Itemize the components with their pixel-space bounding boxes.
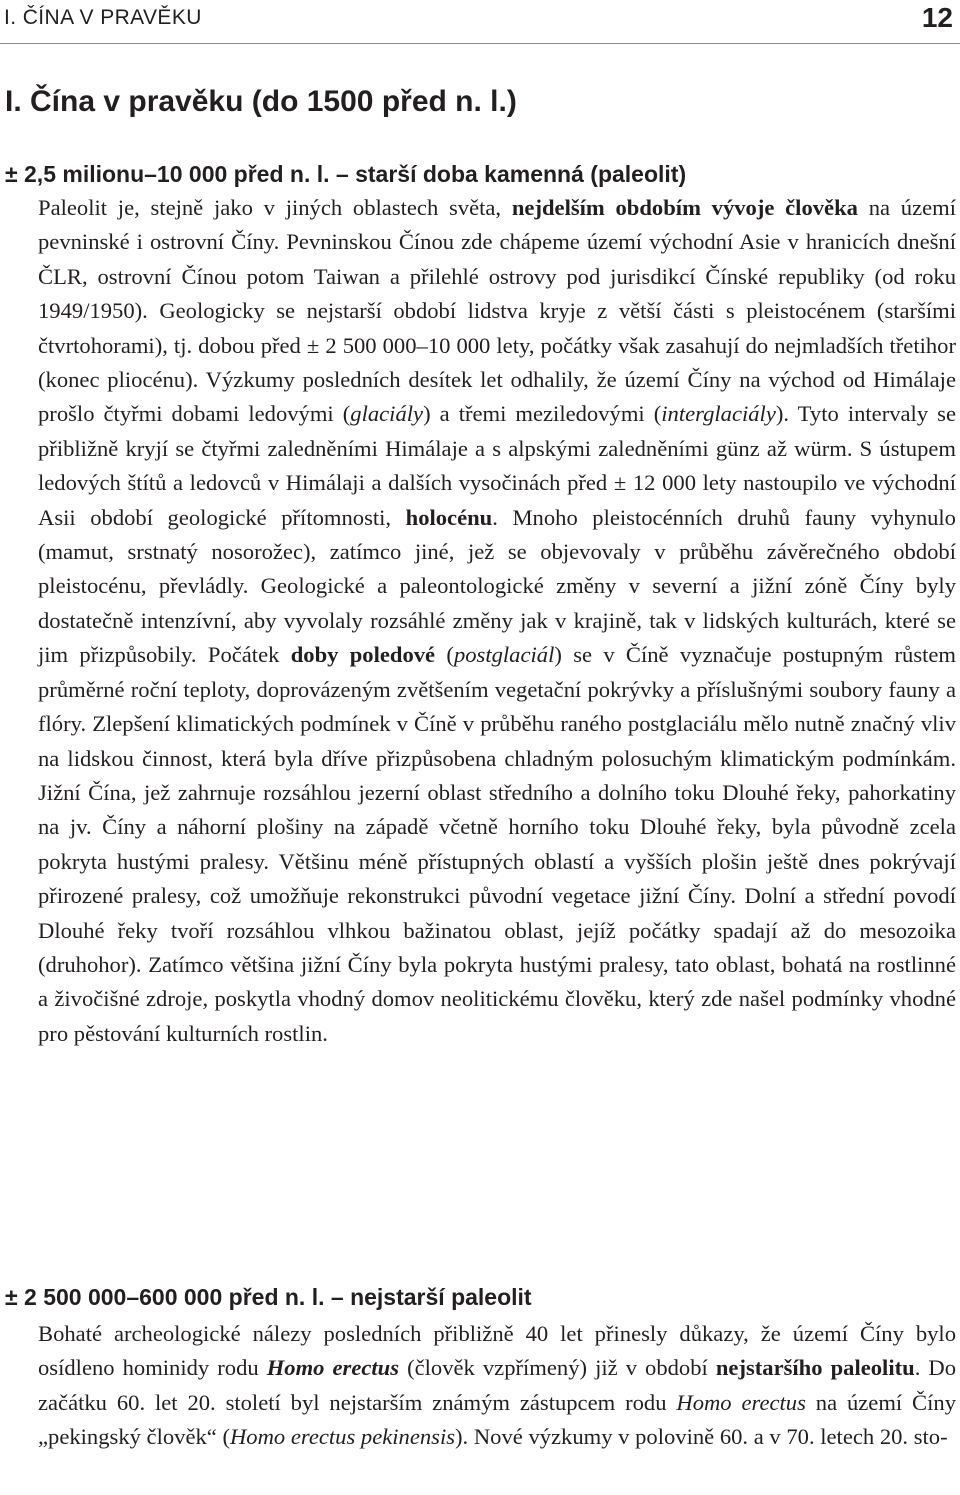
section-paragraph-oldest-paleolithic — [38, 1317, 956, 1455]
italic-term: Homo erectus pekinensis — [229, 1424, 456, 1450]
italic-term: interglaciály — [661, 401, 776, 427]
text-run: na území Číny „pekingský člověk“ ( — [38, 1389, 956, 1450]
header-rule — [0, 43, 960, 44]
text-run: . Mnoho pleistocénních druhů fauny vyhynulo (mamut, srstnatý nosorožec), zatímco jiné, jež se objevovaly v průběhu závěrečného období pleistocénu, převládly. Geologické a paleontologické změny v severní a jižní zóně Číny byly dostatečně intenzívní, aby vyvolaly rozsáhlé změny jak v krajině, tak v lidských kulturách, které se jim přizpůsobily. Počátek — [38, 504, 956, 668]
italic-term: glaciály — [350, 401, 424, 427]
section-paragraph-paleolit — [38, 191, 956, 1051]
italic-term: Homo erectus — [676, 1389, 806, 1415]
text-run: (člověk vzpřímený) již v období — [399, 1355, 716, 1381]
bold-italic-term: Homo erectus — [266, 1355, 400, 1381]
text-run: . Do začátku 60. let 20. století byl nejstarším známým zástupcem rodu — [38, 1355, 956, 1415]
running-head: I. ČÍNA V PRAVĚKU — [4, 6, 202, 29]
text-run: na území pevninské i ostrovní Číny. Pevninskou Čínou zde chápeme území východní Asie v hranicích dnešní ČLR, ostrovní Čínou potom Taiwan a přilehlé ostrovy pod jurisdikcí Čínské republiky (od roku 1949/1950). Geologicky se nejstarší období lidstva kryje z větší části s pleistocénem (staršími čtvrtohorami), tj. dobou před ± 2 500 000–10 000 lety, počátky však zasahují do nejmladších třetihor (konec pliocénu). Výzkumy posledních desítek let odhalily, že území Číny na východ od Himálaje prošlo čtyřmi dobami ledovými ( — [38, 195, 957, 427]
bold-term: holocénu — [405, 504, 493, 530]
section-heading-paleolit: ± 2,5 milionu–10 000 před n. l. – starší doba kamenná (paleolit) — [5, 161, 687, 187]
text-run: Paleolit je, stejně jako v jiných oblastech světa, — [38, 195, 512, 220]
section-heading-oldest-paleolithic: ± 2 500 000–600 000 před n. l. – nejstarší paleolit — [5, 1284, 532, 1310]
page-header — [0, 0, 960, 42]
text-run: ). Tyto intervaly se přibližně kryjí se čtyřmi zaledněními Himálaje a s alpskými zaledněními günz až würm. S ústupem ledových štítů a ledovců v Himálaji a dalších vysočinách před ± 12 000 lety nastoupilo ve východní Asii období geologické přítomnosti, — [38, 401, 956, 530]
bold-term: nejstaršího paleolitu — [715, 1355, 915, 1381]
text-run: ). Nové výzkumy v polovině 60. a v 70. letech 20. sto- — [455, 1424, 948, 1450]
text-run: ( — [435, 642, 454, 668]
page-number: 12 — [921, 2, 953, 33]
italic-term: postglaciál — [453, 642, 555, 668]
text-run: ) se v Číně vyznačuje postupným růstem průměrné roční teploty, doprovázeným zvětšením vegetační pokrývky a příslušnými soubory fauny a flóry. Zlepšení klimatických podmínek v Číně v průběhu raného postglaciálu mělo nutně značný vliv na lidskou činnost, která byla dříve přizpůsobena chladným polosuchým klimatickým podmínkám. Jižní Čína, jež zahrnuje rozsáhlou jezerní oblast středního a dolního toku Dlouhé řeky, pahorkatiny na jv. Číny a náhorní plošiny na západě včetně horního toku Dlouhé řeky, byla původně zcela pokryta hustými pralesy. Většinu méně přístupných oblastí a vyšších plošin ještě dnes pokrývají přirozené pralesy, což umožňuje rekonstrukci původní vegetace jižní Číny. Dolní a střední povodí Dlouhé řeky tvoří rozsáhlou vlhkou bažinatou oblast, jejíž počátky spadají až do mesozoika (druhohor). Zatímco většina jižní Číny byla pokryta hustými pralesy, tato oblast, bohatá na rostlinné a živočišné zdroje, poskytla vhodný domov neolitickému člověku, který zde našel podmínky vhodné pro pěstování kulturních rostlin. — [38, 642, 956, 1046]
bold-term: nejdelším obdobím vývoje člověka — [511, 195, 858, 220]
bold-term: doby poledové — [290, 642, 436, 668]
text-run: ) a třemi meziledovými ( — [423, 401, 662, 427]
text-run: Bohaté archeologické nálezy posledních přibližně 40 let přinesly důkazy, že území Číny bylo osídleno hominidy rodu — [38, 1321, 956, 1381]
chapter-title: I. Čína v pravěku (do 1500 před n. l.) — [5, 85, 517, 118]
